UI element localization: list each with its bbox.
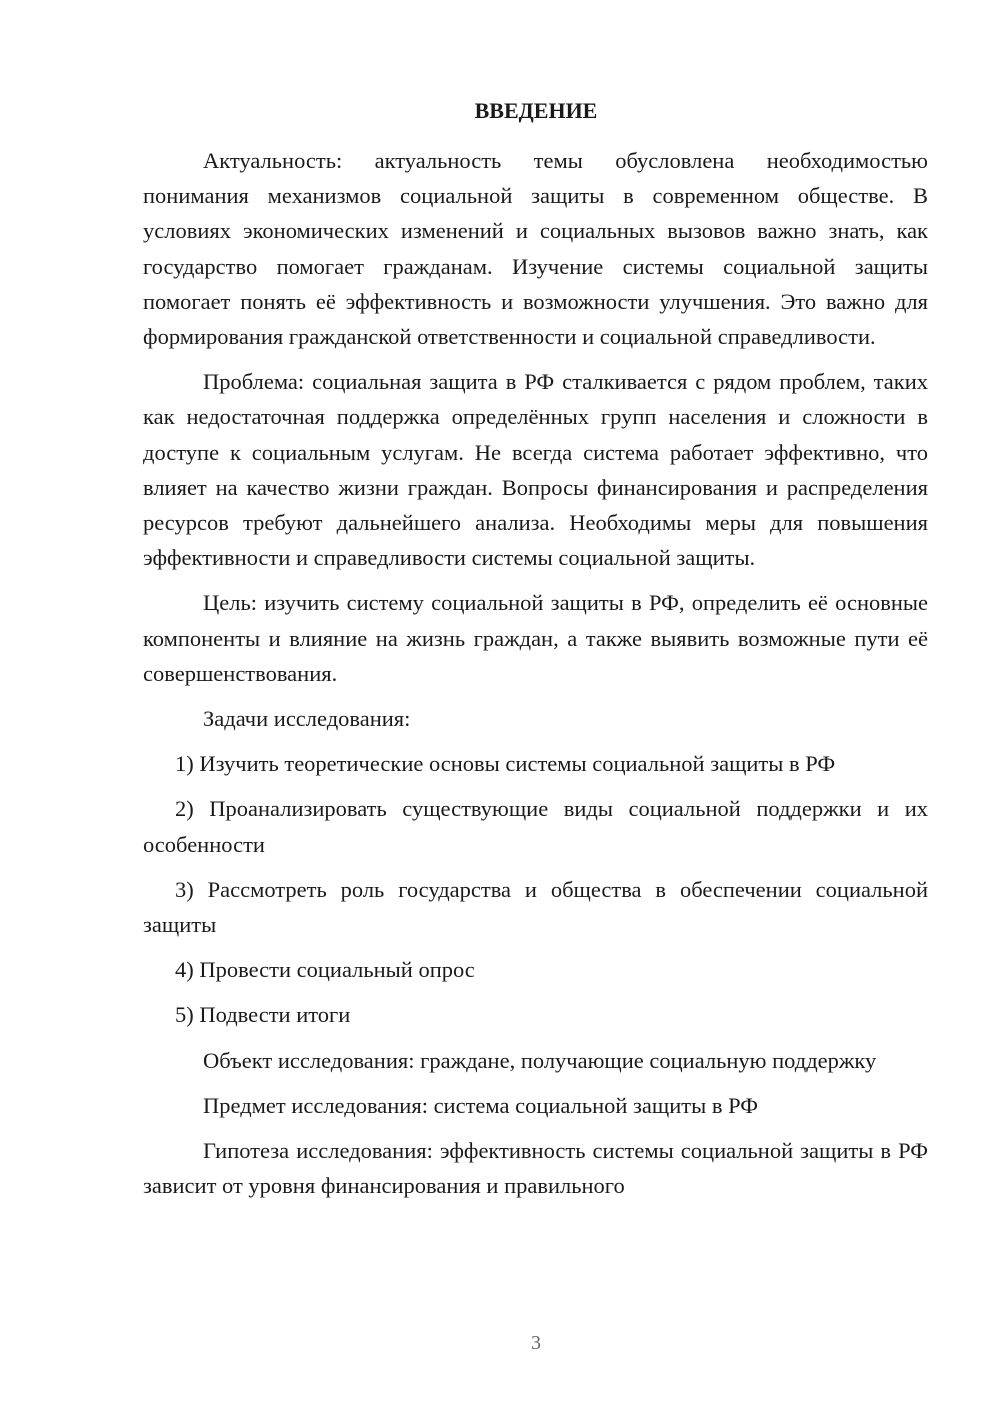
- task-item-4: 4) Провести социальный опрос: [175, 957, 475, 983]
- paragraph-object: Объект исследования: граждане, получающие социальную поддержку: [203, 1047, 877, 1073]
- paragraph-relevance: Актуальность: актуальность темы обусловлена необходимостью понимания механизмов социальной защиты в современном обществе. В условиях экономических изменений и социальных вызовов важно знать, как государство помогает гражданам. Изучение системы социальной защиты помогает понять её эффективность и возможности улучшения. Это важно для формирования гражданской ответственности и социальной справедливости.: [143, 148, 928, 350]
- paragraph-goal: Цель: изучить систему социальной защиты в РФ, определить её основные компоненты и влияние на жизнь граждан, а также выявить возможные пути её совершенствования.: [143, 590, 928, 686]
- paragraph-subject: Предмет исследования: система социальной защиты в РФ: [203, 1092, 759, 1118]
- page-number: 3: [531, 1332, 541, 1354]
- paragraph-problem: Проблема: социальная защита в РФ сталкивается с рядом проблем, таких как недостаточная поддержка определённых групп населения и сложности в доступе к социальным услугам. Не всегда система работает эффективно, что влияет на качество жизни граждан. Вопросы финансирования и распределения ресурсов требуют дальнейшего анализа. Необходимы меры для повышения эффективности и справедливости системы социальной защиты.: [143, 369, 928, 571]
- task-item-5: 5) Подвести итоги: [175, 1002, 351, 1028]
- task-item-3: 3) Рассмотреть роль государства и общества в обеспечении социальной защиты: [143, 876, 928, 938]
- document-body: [143, 143, 928, 1203]
- section-title: ВВЕДЕНИЕ: [474, 98, 598, 123]
- paragraph-tasks-heading: Задачи исследования:: [203, 706, 411, 732]
- task-item-2: 2) Проанализировать существующие виды социальной поддержки и их особенности: [143, 796, 928, 857]
- task-item-1: 1) Изучить теоретические основы системы социальной защиты в РФ: [175, 751, 836, 777]
- paragraph-hypothesis: Гипотеза исследования: эффективность системы социальной защиты в РФ зависит от уровня финансирования и правильного: [143, 1138, 928, 1199]
